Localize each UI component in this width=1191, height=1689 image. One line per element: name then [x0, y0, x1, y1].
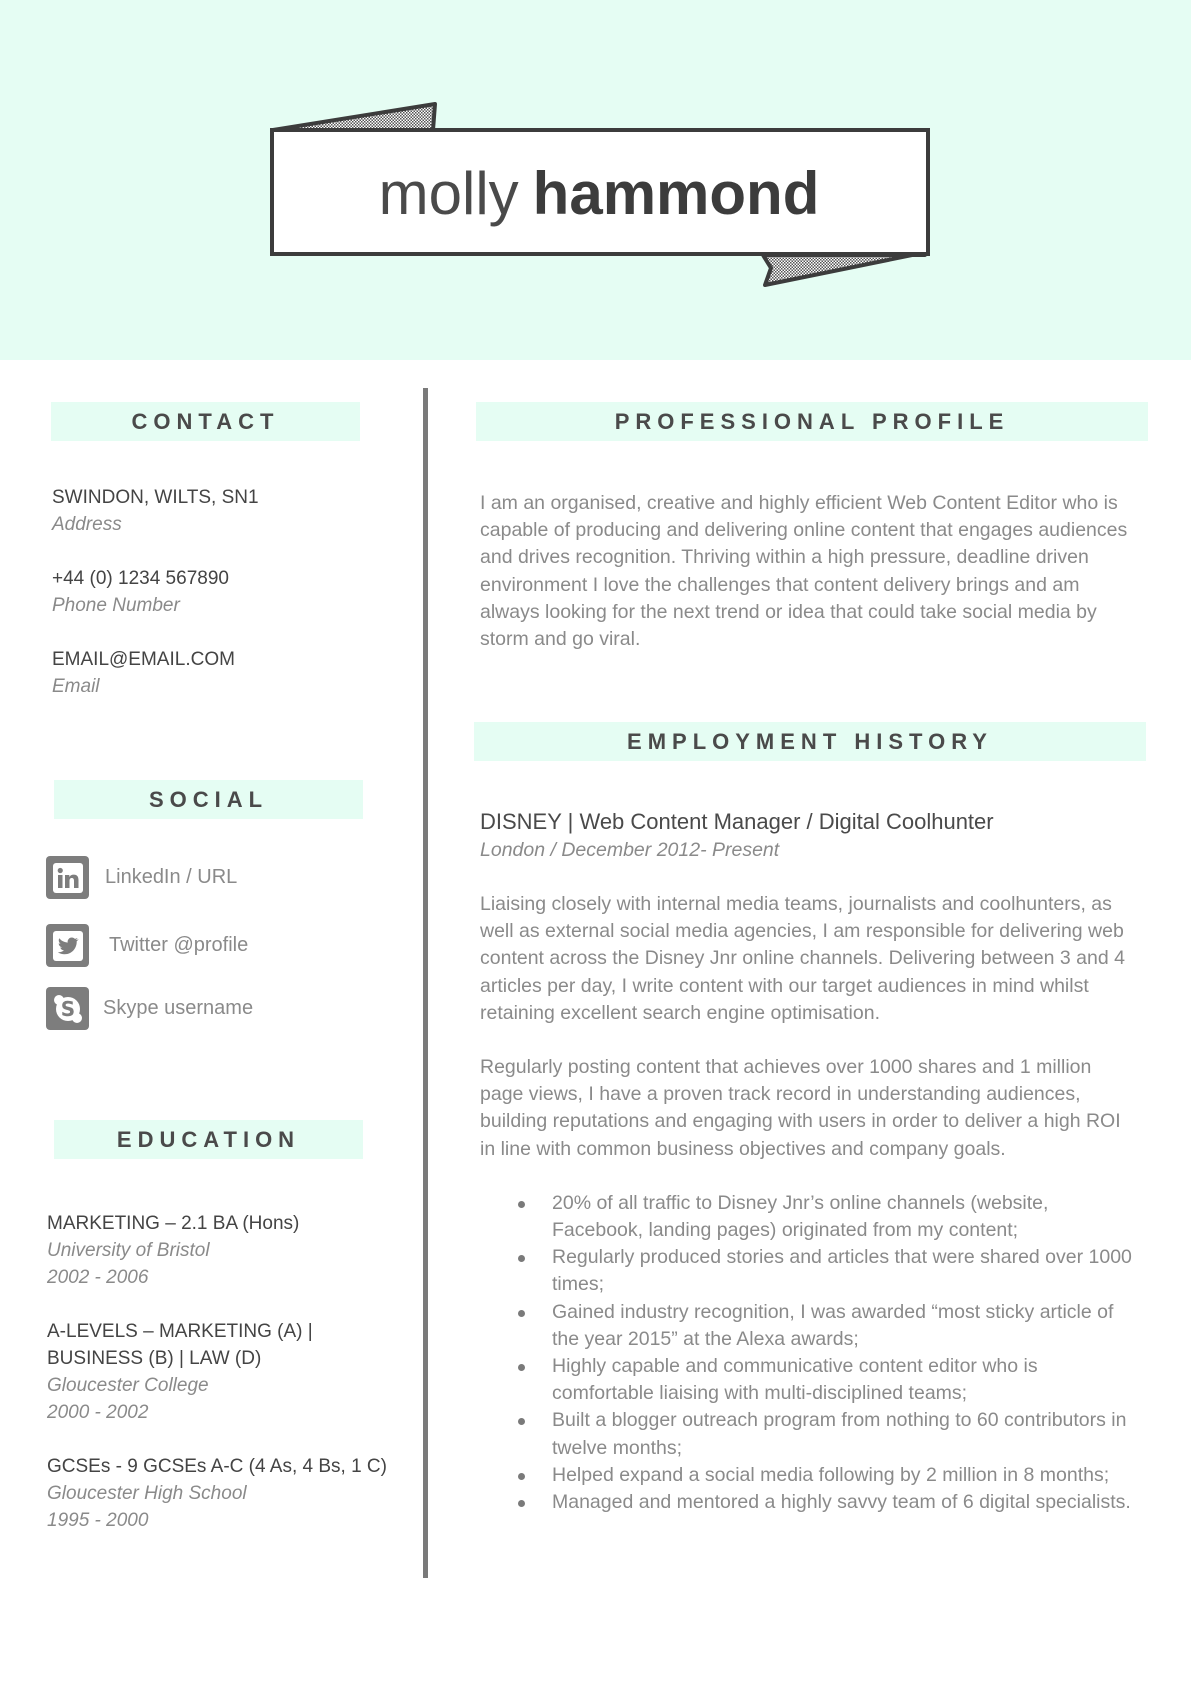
list-item: Built a blogger outreach program from nothing to 60 contributors in twelve months; [480, 1407, 1140, 1461]
last-name: hammond [532, 159, 820, 227]
email-value: EMAIL@EMAIL.COM [52, 649, 235, 670]
education-item [47, 1210, 387, 1291]
job-title: DISNEY | Web Content Manager / Digital Coolhunter [480, 809, 994, 834]
first-name: molly [378, 159, 519, 227]
email-label: Email [52, 676, 100, 697]
address-value: SWINDON, WILTS, SN1 [52, 487, 259, 508]
list-item: Highly capable and communicative content editor who is comfortable liaising with multi-disciplined teams; [480, 1353, 1140, 1407]
contact-phone [52, 565, 392, 619]
candidate-name [272, 132, 926, 254]
skype-label: Skype username [103, 997, 254, 1019]
contact-email [52, 646, 392, 700]
social-skype[interactable] [46, 987, 253, 1030]
list-item: 20% of all traffic to Disney Jnr’s online channels (website, Facebook, landing pages) originated from my content; [480, 1190, 1140, 1244]
twitter-icon [46, 924, 89, 967]
list-item: Managed and mentored a highly savvy team of 6 digital specialists. [480, 1489, 1140, 1516]
contact-list [52, 484, 392, 727]
achievements-list [480, 1190, 1140, 1516]
education-heading: EDUCATION [54, 1120, 363, 1159]
address-label: Address [52, 514, 122, 535]
education-years: 2002 - 2006 [47, 1267, 149, 1288]
education-years: 1995 - 2000 [47, 1510, 149, 1531]
education-years: 2000 - 2002 [47, 1402, 149, 1423]
employment-heading: EMPLOYMENT HISTORY [474, 722, 1146, 761]
profile-text: I am an organised, creative and highly efficient Web Content Editor who is capable of producing and delivering online content that engages audiences and drives recognition. Thriving within a high pressure, deadline driven environment I love the challenges that content delivery brings and am always looking for the next trend or idea that could take social media by storm and go viral. [480, 492, 1128, 651]
phone-label: Phone Number [52, 595, 180, 616]
job-paragraph: Regularly posting content that achieves over 1000 shares and 1 million page views, I have a proven track record in understanding audiences, building reputations and engaging with users in order to deliver a high ROI in line with common business objectives and company goals. [480, 1056, 1121, 1160]
svg-text:S: S [60, 996, 75, 1021]
list-item: Gained industry recognition, I was awarded “most sticky article of the year 2015” at the Alexa awards; [480, 1299, 1140, 1353]
education-item [47, 1453, 387, 1534]
social-twitter[interactable] [46, 924, 248, 967]
education-title: GCSEs - 9 GCSEs A-C (4 As, 4 Bs, 1 C) [47, 1456, 387, 1477]
job-entry [480, 808, 1140, 1516]
contact-address [52, 484, 392, 538]
list-item: Helped expand a social media following by 2 million in 8 months; [480, 1462, 1140, 1489]
skype-icon [46, 987, 89, 1030]
education-title: MARKETING – 2.1 BA (Hons) [47, 1213, 300, 1234]
linkedin-label: LinkedIn / URL [105, 866, 238, 888]
linkedin-icon [46, 856, 89, 899]
job-paragraph: Liaising closely with internal media teams, journalists and coolhunters, as well as external social media agencies, I am responsible for delivering web content across the Disney Jnr online channels. Delivering between 3 and 4 articles per day, I write content with our target audiences in mind whilst retaining excellent search engine optimisation. [480, 893, 1125, 1024]
job-location-dates: London / December 2012- Present [480, 839, 780, 861]
column-divider [423, 388, 428, 1578]
contact-heading: CONTACT [51, 402, 360, 441]
education-school: Gloucester High School [47, 1483, 247, 1504]
education-item [47, 1318, 387, 1426]
list-item: Regularly produced stories and articles that were shared over 1000 times; [480, 1244, 1140, 1298]
social-heading: SOCIAL [54, 780, 363, 819]
social-linkedin[interactable] [46, 856, 237, 899]
phone-value: +44 (0) 1234 567890 [52, 568, 229, 589]
education-title: A-LEVELS – MARKETING (A) | BUSINESS (B) | LAW (D) [47, 1321, 313, 1369]
education-school: University of Bristol [47, 1240, 210, 1261]
twitter-label: Twitter @profile [109, 934, 249, 956]
education-school: Gloucester College [47, 1375, 209, 1396]
education-list [47, 1210, 387, 1561]
profile-heading: PROFESSIONAL PROFILE [476, 402, 1148, 441]
